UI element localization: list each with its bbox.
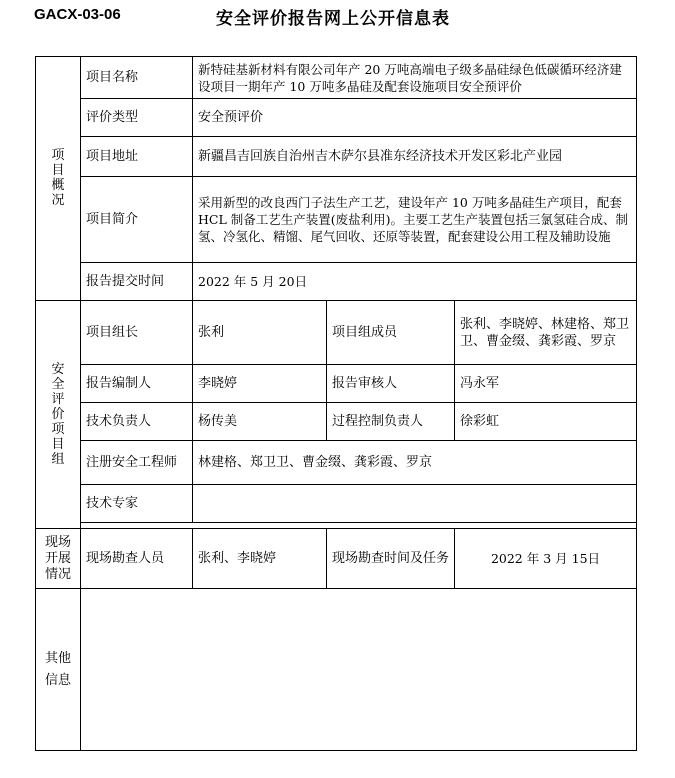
row-eval-type	[36, 99, 637, 137]
label-leader: 项目组长	[81, 301, 193, 365]
document-title: 安全评价报告网上公开信息表	[216, 9, 450, 29]
value-reviewer: 冯永军	[455, 365, 637, 403]
row-engineers	[36, 441, 637, 485]
section-other-label: 其他信息	[44, 650, 71, 688]
row-other	[36, 589, 637, 751]
label-members: 项目组成员	[327, 301, 455, 365]
row-submit-time	[36, 263, 637, 301]
row-tech-lead	[36, 403, 637, 441]
label-project-name: 项目名称	[81, 57, 193, 99]
value-leader: 张利	[193, 301, 327, 365]
label-submit-time: 报告提交时间	[81, 263, 193, 301]
section-team-label: 安全评价项目组	[51, 361, 65, 467]
info-table	[35, 56, 637, 751]
value-address: 新疆昌吉回族自治州吉木萨尔县准东经济技术开发区彩北产业园	[193, 137, 637, 177]
row-expert	[36, 485, 637, 523]
value-author: 李晓婷	[193, 365, 327, 403]
section-overview-label: 项目概况	[51, 148, 65, 208]
value-site-time: 2022 年 3 月 15日	[455, 529, 637, 589]
row-leader	[36, 301, 637, 365]
value-other	[81, 589, 637, 751]
value-site-staff: 张利、李晓婷	[193, 529, 327, 589]
document-code: GACX-03-06	[34, 6, 121, 23]
value-eval-type: 安全预评价	[193, 99, 637, 137]
label-process: 过程控制负责人	[327, 403, 455, 441]
row-author	[36, 365, 637, 403]
value-submit-time: 2022 年 5 月 20日	[193, 263, 637, 301]
label-eval-type: 评价类型	[81, 99, 193, 137]
section-site-label: 现场开展情况	[44, 534, 71, 582]
value-tech-lead: 杨传美	[193, 403, 327, 441]
section-team	[36, 301, 81, 529]
row-project-name	[36, 57, 637, 99]
label-summary: 项目简介	[81, 177, 193, 263]
label-tech-lead: 技术负责人	[81, 403, 193, 441]
label-site-staff: 现场勘查人员	[81, 529, 193, 589]
section-overview	[36, 57, 81, 301]
value-summary: 采用新型的改良西门子法生产工艺，建设年产 10 万吨多晶硅生产项目，配套 HCL 制备工艺生产装置(废盐利用)。主要工艺生产装置包括三氯氢硅合成、制氢、冷氢化、精馏、尾气回收、还原等装置，配套建设公用工程及辅助设施	[193, 177, 637, 263]
row-site	[36, 529, 637, 589]
label-reviewer: 报告审核人	[327, 365, 455, 403]
value-engineers: 林建格、郑卫卫、曹金缀、龚彩霞、罗京	[193, 441, 637, 485]
label-expert: 技术专家	[81, 485, 193, 523]
row-address	[36, 137, 637, 177]
label-address: 项目地址	[81, 137, 193, 177]
value-expert	[193, 485, 637, 523]
value-project-name: 新特硅基新材料有限公司年产 20 万吨高端电子级多晶硅绿色低碳循环经济建设项目一期年产 10 万吨多晶硅及配套设施项目安全预评价	[193, 57, 637, 99]
label-author: 报告编制人	[81, 365, 193, 403]
label-site-time: 现场勘查时间及任务	[327, 529, 455, 589]
section-site	[36, 529, 81, 589]
section-other	[36, 589, 81, 751]
value-members: 张利、李晓婷、林建格、郑卫卫、曹金缀、龚彩霞、罗京	[455, 301, 637, 365]
label-engineers: 注册安全工程师	[81, 441, 193, 485]
value-process: 徐彩虹	[455, 403, 637, 441]
row-summary	[36, 177, 637, 263]
